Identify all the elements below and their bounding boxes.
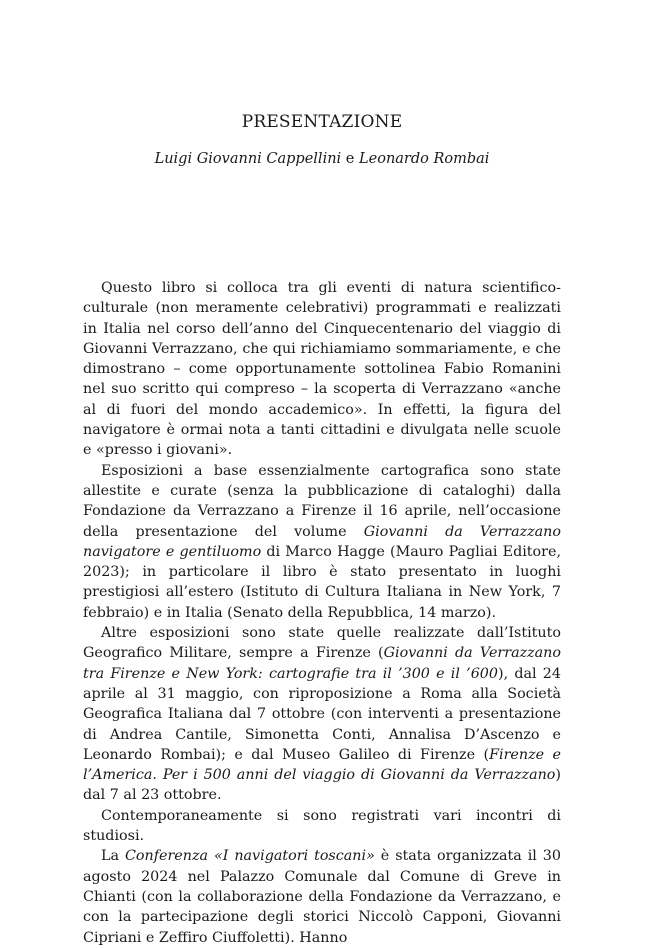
paragraph-3-text-c: ) dal 7 al 23 ottobre.: [83, 767, 561, 804]
authors-line: [83, 151, 561, 167]
exhibition-title-igm: Giovanni da Verrazzano tra Firenze e New York: cartografie tra il ’300 e il ’600: [83, 645, 562, 682]
paragraph-1: Questo libro si colloca tra gli eventi di natura scientifico-culturale (non meramente celebrativi) programmati e realizzati in Italia nel corso dell’anno del Cinquecentenario del viaggio di Giovanni Verrazzano, che qui richiamiamo sommariamente, e che dimostrano – come opportunamente sottolinea Fabio Romanini nel suo scritto qui compreso – la scoperta di Verrazzano «anche al di fuori del mondo accademico». In effetti, la figura del navigatore è ormai nota a tanti cittadini e divulgata nelle scuole e «presso i giovani».: [83, 280, 561, 459]
paragraph-2: [83, 461, 561, 623]
conference-title: Conferenza «I navigatori toscani»: [124, 848, 375, 865]
book-title-hagge: Giovanni da Verrazzano navigatore e gentiluomo: [83, 523, 562, 560]
paragraph-3-text-a: Altre esposizioni sono state quelle realizzate dall’Istituto Geografico Militare, sempre a Firenze (: [83, 625, 561, 662]
paragraph-5: [83, 846, 561, 947]
paragraph-3-text-b: ), dal 24 aprile al 31 maggio, con riproposizione a Roma alla Società Geografica Italiana dal 7 ottobre (con interventi a presentazione di Andrea Cantile, Simonetta Conti, Annalisa D’Ascenzo e Leonardo Rombai); e dal Museo Galileo di Firenze (: [83, 665, 561, 763]
author-cappellini: Luigi Giovanni Cappellini: [154, 151, 342, 167]
paragraph-5-text-a: La: [101, 848, 125, 865]
authors-conjunction: e: [341, 151, 359, 167]
exhibition-title-galileo: Firenze e l’America. Per i 500 anni del viaggio di Giovanni da Verrazzano: [83, 746, 561, 784]
paragraph-5-text-b: è stata organizzata il 30 agosto 2024 nel Palazzo Comunale dal Comune di Greve in Chianti (con la collaborazione della Fondazione da Verrazzano, e con la partecipazione degli storici Niccolò Capponi, Giovanni Cipriani e Zeffiro Ciuffoletti). Hanno: [83, 848, 561, 946]
author-rombai: Leonardo Rombai: [359, 151, 490, 167]
page-title: PRESENTAZIONE: [241, 112, 403, 132]
paragraph-3: [83, 623, 561, 806]
paragraph-4: Contemporaneamente si sono registrati vari incontri di studiosi.: [83, 807, 561, 845]
paragraph-2-text-b: di Marco Hagge (Mauro Pagliai Editore, 2023); in particolare il libro è stato presentato in luoghi prestigiosi all’estero (Istituto di Cultura Italiana in New York, 7 febbraio) e in Italia (Senato della Repubblica, 14 marzo).: [83, 543, 562, 621]
paragraph-2-text-a: Esposizioni a base essenzialmente cartografica sono state allestite e curate (senza la pubblicazione di cataloghi) dalla Fondazione da Verrazzano a Firenze il 16 aprile, nell’occasione della presentazione del volume: [83, 462, 561, 540]
body-text: [83, 278, 561, 948]
